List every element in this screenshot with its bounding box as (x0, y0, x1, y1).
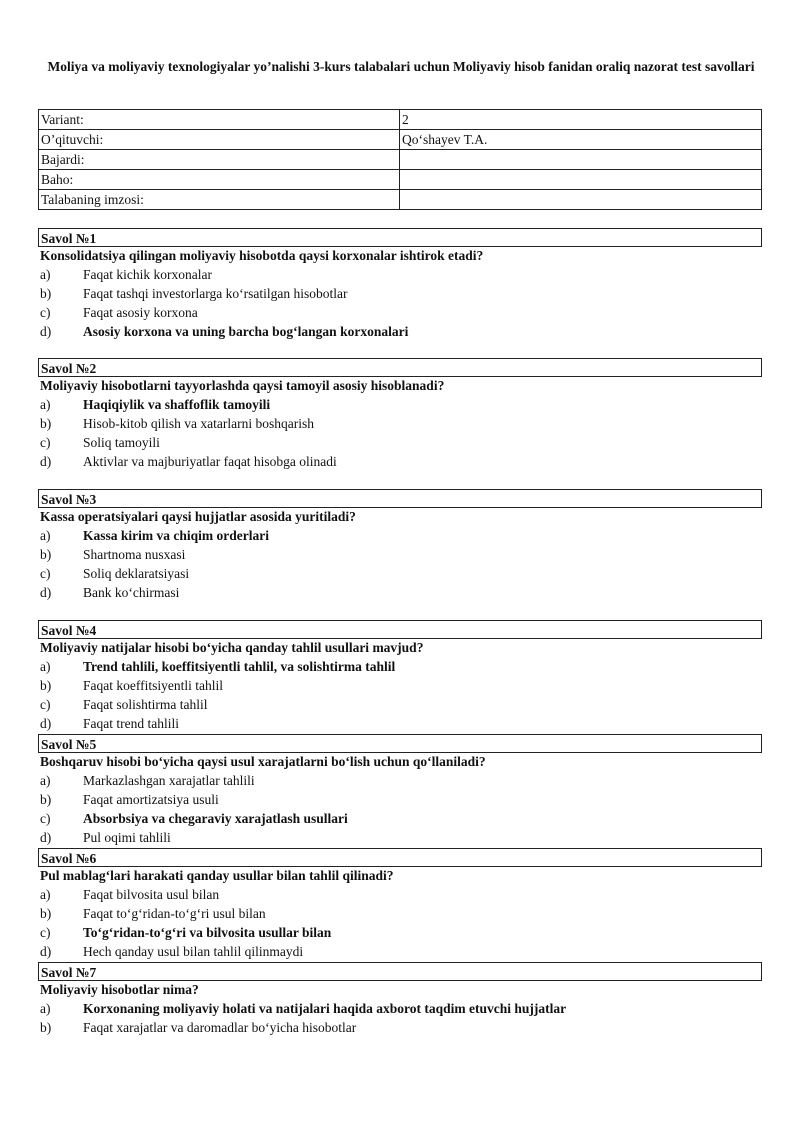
question-header: Savol №4 (38, 620, 762, 639)
answer-option[interactable] (38, 714, 762, 733)
question-text: Boshqaruv hisobi bo‘yicha qaysi usul xarajatlarni bo‘lish uchun qo‘llaniladi? (40, 754, 486, 769)
question-block (38, 848, 762, 961)
option-text: Bank ko‘chirmasi (83, 585, 180, 600)
info-label: Baho: (39, 170, 400, 190)
option-letter: a) (40, 267, 51, 282)
info-value: Qo‘shayev T.A. (400, 130, 762, 150)
answer-option-correct[interactable] (38, 526, 762, 545)
info-label: Variant: (39, 110, 400, 130)
option-letter: a) (40, 1001, 51, 1016)
option-letter: b) (40, 1020, 52, 1035)
question-header: Savol №5 (38, 734, 762, 753)
info-row-variant (39, 110, 762, 130)
option-text: Faqat amortizatsiya usuli (83, 792, 219, 807)
answer-option-correct[interactable] (38, 809, 762, 828)
option-letter: b) (40, 547, 52, 562)
option-letter: d) (40, 585, 52, 600)
option-text: Faqat to‘g‘ridan-to‘g‘ri usul bilan (83, 906, 266, 921)
question-block (38, 620, 762, 733)
info-value (400, 150, 762, 170)
answer-option[interactable] (38, 904, 762, 923)
info-value (400, 170, 762, 190)
answer-option[interactable] (38, 284, 762, 303)
option-letter: c) (40, 566, 51, 581)
option-text: Kassa kirim va chiqim orderlari (83, 528, 269, 543)
option-letter: d) (40, 454, 52, 469)
info-value (400, 190, 762, 210)
option-text: Pul oqimi tahlili (83, 830, 171, 845)
option-text: Faqat kichik korxonalar (83, 267, 212, 282)
option-letter: a) (40, 659, 51, 674)
info-row-grade (39, 170, 762, 190)
option-letter: a) (40, 773, 51, 788)
question-block (38, 358, 762, 471)
answer-option[interactable] (38, 942, 762, 961)
option-letter: c) (40, 925, 51, 940)
answer-option-correct[interactable] (38, 322, 762, 341)
info-row-done-by (39, 150, 762, 170)
option-text: Haqiqiylik va shaffoflik tamoyili (83, 397, 271, 412)
answer-option[interactable] (38, 545, 762, 564)
option-letter: b) (40, 286, 52, 301)
option-letter: d) (40, 716, 52, 731)
option-text: Faqat trend tahlili (83, 716, 179, 731)
info-label: Bajardi: (39, 150, 400, 170)
option-letter: a) (40, 887, 51, 902)
option-text: To‘g‘ridan-to‘g‘ri va bilvosita usullar bilan (83, 925, 332, 940)
answer-option[interactable] (38, 1018, 762, 1037)
question-text: Moliyaviy natijalar hisobi bo‘yicha qanday tahlil usullari mavjud? (40, 640, 424, 655)
answer-option[interactable] (38, 695, 762, 714)
answer-option-correct[interactable] (38, 999, 762, 1018)
option-text: Aktivlar va majburiyatlar faqat hisobga olinadi (83, 454, 337, 469)
option-letter: b) (40, 906, 52, 921)
question-block (38, 734, 762, 847)
option-text: Faqat xarajatlar va daromadlar bo‘yicha hisobotlar (83, 1020, 357, 1035)
option-text: Trend tahlili, koeffitsiyentli tahlil, va solishtirma tahlil (83, 659, 396, 674)
answer-option[interactable] (38, 885, 762, 904)
option-text: Faqat tashqi investorlarga ko‘rsatilgan hisobotlar (83, 286, 348, 301)
question-header: Savol №1 (38, 228, 762, 247)
info-label: O’qituvchi: (39, 130, 400, 150)
option-letter: c) (40, 435, 51, 450)
page-title: Moliya va moliyaviy texnologiyalar yo’nalishi 3-kurs talabalari uchun Moliyaviy hisob fanidan oraliq nazorat test savollari (47, 59, 755, 74)
question-block (38, 962, 762, 1037)
option-letter: b) (40, 792, 52, 807)
question-text: Kassa operatsiyalari qaysi hujjatlar asosida yuritiladi? (40, 509, 356, 524)
info-label: Talabaning imzosi: (39, 190, 400, 210)
option-text: Hisob-kitob qilish va xatarlarni boshqarish (83, 416, 314, 431)
question-block (38, 228, 762, 341)
option-letter: d) (40, 324, 52, 339)
option-letter: b) (40, 678, 52, 693)
option-letter: d) (40, 944, 52, 959)
answer-option[interactable] (38, 583, 762, 602)
info-row-teacher (39, 130, 762, 150)
question-block (38, 489, 762, 602)
option-text: Faqat solishtirma tahlil (83, 697, 208, 712)
answer-option[interactable] (38, 452, 762, 471)
answer-option[interactable] (38, 790, 762, 809)
option-text: Soliq tamoyili (83, 435, 160, 450)
question-header: Savol №3 (38, 489, 762, 508)
option-letter: b) (40, 416, 52, 431)
option-letter: c) (40, 811, 51, 826)
answer-option[interactable] (38, 414, 762, 433)
answer-option[interactable] (38, 564, 762, 583)
info-row-signature (39, 190, 762, 210)
option-text: Faqat asosiy korxona (83, 305, 198, 320)
question-header: Savol №6 (38, 848, 762, 867)
question-text: Konsolidatsiya qilingan moliyaviy hisobotda qaysi korxonalar ishtirok etadi? (40, 248, 484, 263)
option-letter: a) (40, 528, 51, 543)
option-letter: c) (40, 305, 51, 320)
answer-option[interactable] (38, 676, 762, 695)
option-letter: d) (40, 830, 52, 845)
answer-option-correct[interactable] (38, 923, 762, 942)
option-letter: c) (40, 697, 51, 712)
option-text: Shartnoma nusxasi (83, 547, 186, 562)
question-text: Pul mablag‘lari harakati qanday usullar bilan tahlil qilinadi? (40, 868, 394, 883)
info-value: 2 (400, 110, 762, 130)
answer-option-correct[interactable] (38, 395, 762, 414)
answer-option[interactable] (38, 265, 762, 284)
answer-option[interactable] (38, 828, 762, 847)
option-text: Soliq deklaratsiyasi (83, 566, 190, 581)
answer-option[interactable] (38, 433, 762, 452)
question-text: Moliyaviy hisobotlar nima? (40, 982, 199, 997)
option-text: Faqat koeffitsiyentli tahlil (83, 678, 223, 693)
option-text: Absorbsiya va chegaraviy xarajatlash usullari (83, 811, 348, 826)
answer-option-correct[interactable] (38, 657, 762, 676)
option-text: Faqat bilvosita usul bilan (83, 887, 220, 902)
question-header: Savol №7 (38, 962, 762, 981)
option-text: Korxonaning moliyaviy holati va natijalari haqida axborot taqdim etuvchi hujjatlar (83, 1001, 567, 1016)
option-text: Asosiy korxona va uning barcha bog‘langan korxonalari (83, 324, 409, 339)
option-text: Markazlashgan xarajatlar tahlili (83, 773, 255, 788)
question-text: Moliyaviy hisobotlarni tayyorlashda qaysi tamoyil asosiy hisoblanadi? (40, 378, 445, 393)
question-header: Savol №2 (38, 358, 762, 377)
info-table (38, 109, 762, 210)
option-letter: a) (40, 397, 51, 412)
answer-option[interactable] (38, 303, 762, 322)
option-text: Hech qanday usul bilan tahlil qilinmaydi (83, 944, 304, 959)
answer-option[interactable] (38, 771, 762, 790)
